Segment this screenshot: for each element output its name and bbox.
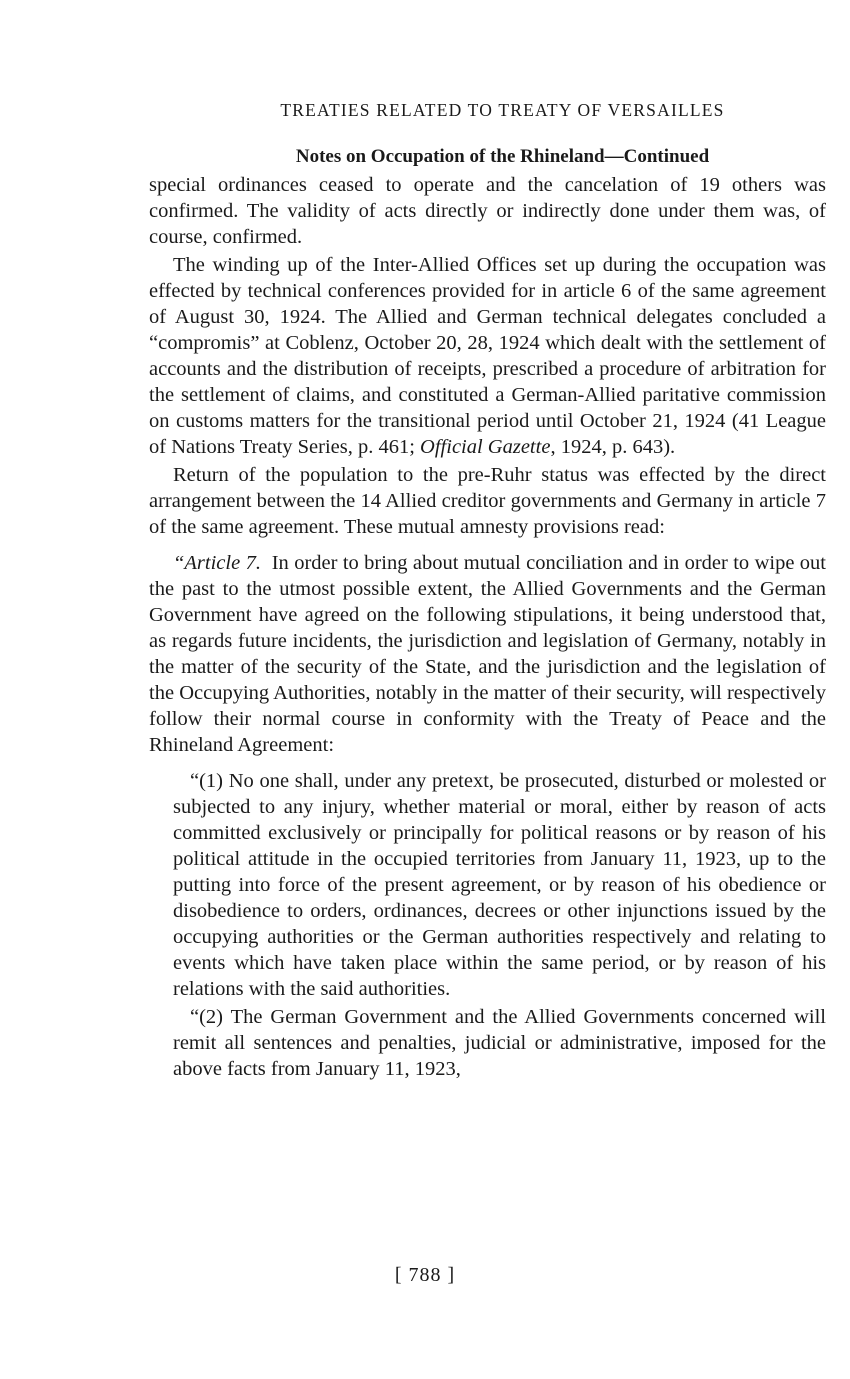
- running-head: TREATIES RELATED TO TREATY OF VERSAILLES: [280, 100, 725, 120]
- section-title: Notes on Occupation of the Rhineland—Continued: [295, 146, 710, 167]
- article-7-paragraph: [149, 550, 826, 758]
- italic-citation: Official Gazette: [420, 436, 551, 458]
- page-number: [ 788 ]: [394, 1264, 456, 1286]
- article-text: In order to bring about mutual conciliation and in order to wipe out the past to the utmost possible extent, the Allied Governments and the German Government have agreed on the following stipulations, it being understood that, as regards future incidents, the jurisdiction and legislation of Germany, notably in the matter of the security of the State, and the jurisdiction and the legislation of the Occupying Authorities, notably in the matter of their security, will respectively follow their normal course in conformity with the Treaty of Peace and the Rhineland Agreement:: [149, 552, 826, 756]
- page-content: [149, 96, 826, 1082]
- clause-1: “(1) No one shall, under any pretext, be prosecuted, disturbed or molested or subjected to any injury, whether material or moral, either by reason of acts committed exclusively or principally for political reasons or by reason of his political attitude in the occupied territories from January 11, 1923, up to the putting into force of the present agreement, or by reason of his obedience or disobedience to orders, ordinances, decrees or other injunctions issued by the occupying authorities or the German authorities respectively and relating to events which have taken place within the same period, or by reason of his relations with the said authorities.: [173, 770, 826, 1000]
- article-label: “Article 7.: [173, 552, 261, 574]
- paragraph-return-of-population: Return of the population to the pre-Ruhr status was effected by the direct arrangement between the 14 Allied creditor governments and Germany in article 7 of the same agreement. These mutual amnesty provisions read:: [149, 464, 826, 538]
- paragraph-text: The winding up of the Inter-Allied Offices set up during the occupation was effected by technical conferences provided for in article 6 of the same agreement of August 30, 1924. The Allied and German technical delegates concluded a “compromis” at Coblenz, October 20, 28, 1924 which dealt with the settlement of accounts and the distribution of receipts, prescribed a procedure of arbitration for the settlement of claims, and constituted a German-Allied paritative commission on customs matters for the transitional period until October 21, 1924 (41 League of Nations Treaty Series, p. 461;: [149, 254, 826, 458]
- paragraph-continuation: special ordinances ceased to operate and the cancelation of 19 others was confirmed. The validity of acts directly or indirectly done under them was, of course, confirmed.: [149, 174, 826, 248]
- citation-end: , 1924, p. 643).: [550, 436, 676, 458]
- clause-2: “(2) The German Government and the Allied Governments concerned will remit all sentences and penalties, judicial or administrative, imposed for the above facts from January 11, 1923,: [173, 1006, 826, 1080]
- paragraph-inter-allied-offices: [149, 252, 826, 460]
